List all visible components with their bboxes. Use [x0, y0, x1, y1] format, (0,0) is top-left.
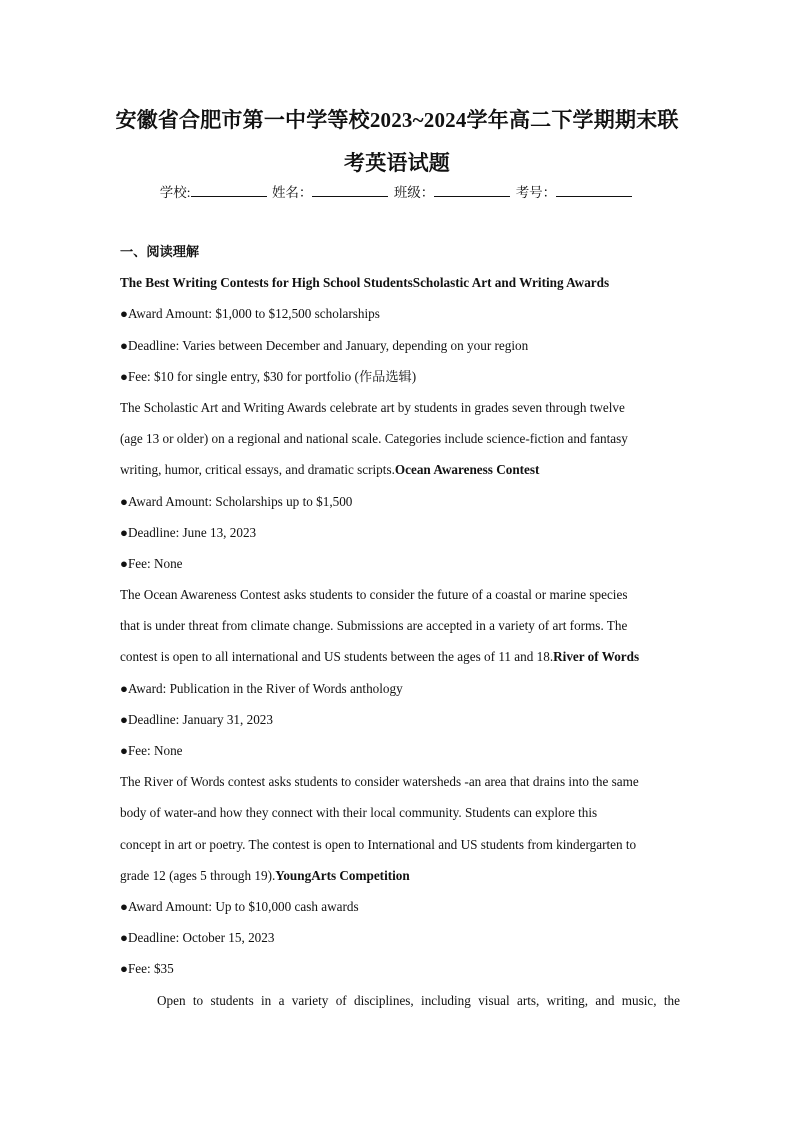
contest-1-description-line: (age 13 or older) on a regional and national scale. Categories include science-fiction and fantasy	[120, 431, 628, 447]
school-label: 学校:	[159, 185, 191, 200]
contest-3-description-line: The River of Words contest asks students to consider watersheds -an area that drains into the same	[120, 774, 639, 790]
description-word: disciplines,	[354, 992, 414, 1008]
exam-number-label: 考号：	[515, 185, 557, 200]
contest-3-description-line	[120, 864, 680, 895]
contest-2-name: Ocean Awareness Contest	[394, 462, 540, 478]
description-word: students	[210, 992, 254, 1008]
contest-1-description-line: The Scholastic Art and Writing Awards celebrate art by students in grades seven through twelve	[120, 399, 625, 415]
contest-4-deadline: ●Deadline: October 15, 2023	[120, 930, 275, 946]
contest-3-deadline: ●Deadline: January 31, 2023	[120, 711, 273, 727]
description-word: Open	[157, 992, 186, 1008]
description-word: and	[595, 992, 615, 1008]
contest-2-description-line: that is under threat from climate change. Submissions are accepted in a variety of art forms. The	[120, 618, 628, 634]
contest-3-description-line: concept in art or poetry. The contest is open to International and US students from kindergarten to	[120, 836, 637, 852]
student-info-line	[0, 181, 794, 201]
contest-1-description-end: writing, humor, critical essays, and dramatic scripts.	[120, 462, 395, 478]
class-blank[interactable]	[434, 184, 510, 197]
contest-2-fee: ●Fee: None	[120, 555, 183, 571]
class-label: 班级：	[393, 185, 435, 200]
contest-3-fee: ●Fee: None	[120, 743, 183, 758]
contest-2-deadline: ●Deadline: June 13, 2023	[120, 524, 257, 540]
contest-2-description-line: The Ocean Awareness Contest asks students to consider the future of a coastal or marine species	[120, 587, 628, 603]
passage-heading-text: The Best Writing Contests for High School Students	[120, 275, 413, 291]
contest-3-description-end: grade 12 (ages 5 through 19).	[120, 867, 276, 883]
contest-1-deadline: ●Deadline: Varies between December and January, depending on your region	[120, 337, 529, 353]
description-word: writing,	[546, 992, 589, 1008]
description-word: visual	[478, 992, 510, 1008]
contest-1-name: Scholastic Art and Writing Awards	[412, 275, 610, 291]
description-word: the	[663, 992, 680, 1008]
contest-3-name: River of Words	[553, 649, 640, 665]
contest-4-name: YoungArts Competition	[275, 867, 410, 883]
document-title-line-2: 考英语试题	[344, 151, 450, 175]
description-word: including	[421, 992, 471, 1008]
exam-number-blank[interactable]	[556, 184, 632, 197]
name-label: 姓名：	[271, 185, 313, 200]
contest-4-award: ●Award Amount: Up to $10,000 cash awards	[120, 898, 359, 914]
document-title-line-1: 安徽省合肥市第一中学等校2023~2024学年高二下学期期末联	[115, 108, 679, 132]
passage-heading	[120, 271, 680, 302]
description-word: in	[261, 992, 272, 1008]
contest-2-description-end: contest is open to all international and US students between the ages of 11 and 18.	[120, 649, 554, 665]
contest-3-description-line: body of water-and how they connect with their local community. Students can explore this	[120, 805, 598, 821]
passage-content	[120, 240, 680, 1020]
description-word: music,	[621, 992, 657, 1008]
contest-4-description-line	[120, 989, 680, 1020]
school-blank[interactable]	[191, 184, 267, 197]
contest-1-award: ●Award Amount: $1,000 to $12,500 scholarships	[120, 306, 380, 322]
description-word: to	[192, 992, 204, 1008]
contest-1-description-line	[120, 458, 680, 489]
contest-2-description-line	[120, 645, 680, 676]
contest-1-fee: ●Fee: $10 for single entry, $30 for portfolio (作品选辑)	[120, 368, 417, 384]
description-word: of	[335, 992, 347, 1008]
description-word: variety	[291, 992, 329, 1008]
description-word: arts,	[517, 992, 540, 1008]
section-heading: 一、阅读理解	[120, 244, 200, 259]
contest-4-fee: ●Fee: $35	[120, 961, 174, 977]
name-blank[interactable]	[312, 184, 388, 197]
contest-3-award: ●Award: Publication in the River of Words anthology	[120, 680, 403, 696]
description-word: a	[278, 992, 285, 1008]
contest-2-award: ●Award Amount: Scholarships up to $1,500	[120, 493, 353, 509]
